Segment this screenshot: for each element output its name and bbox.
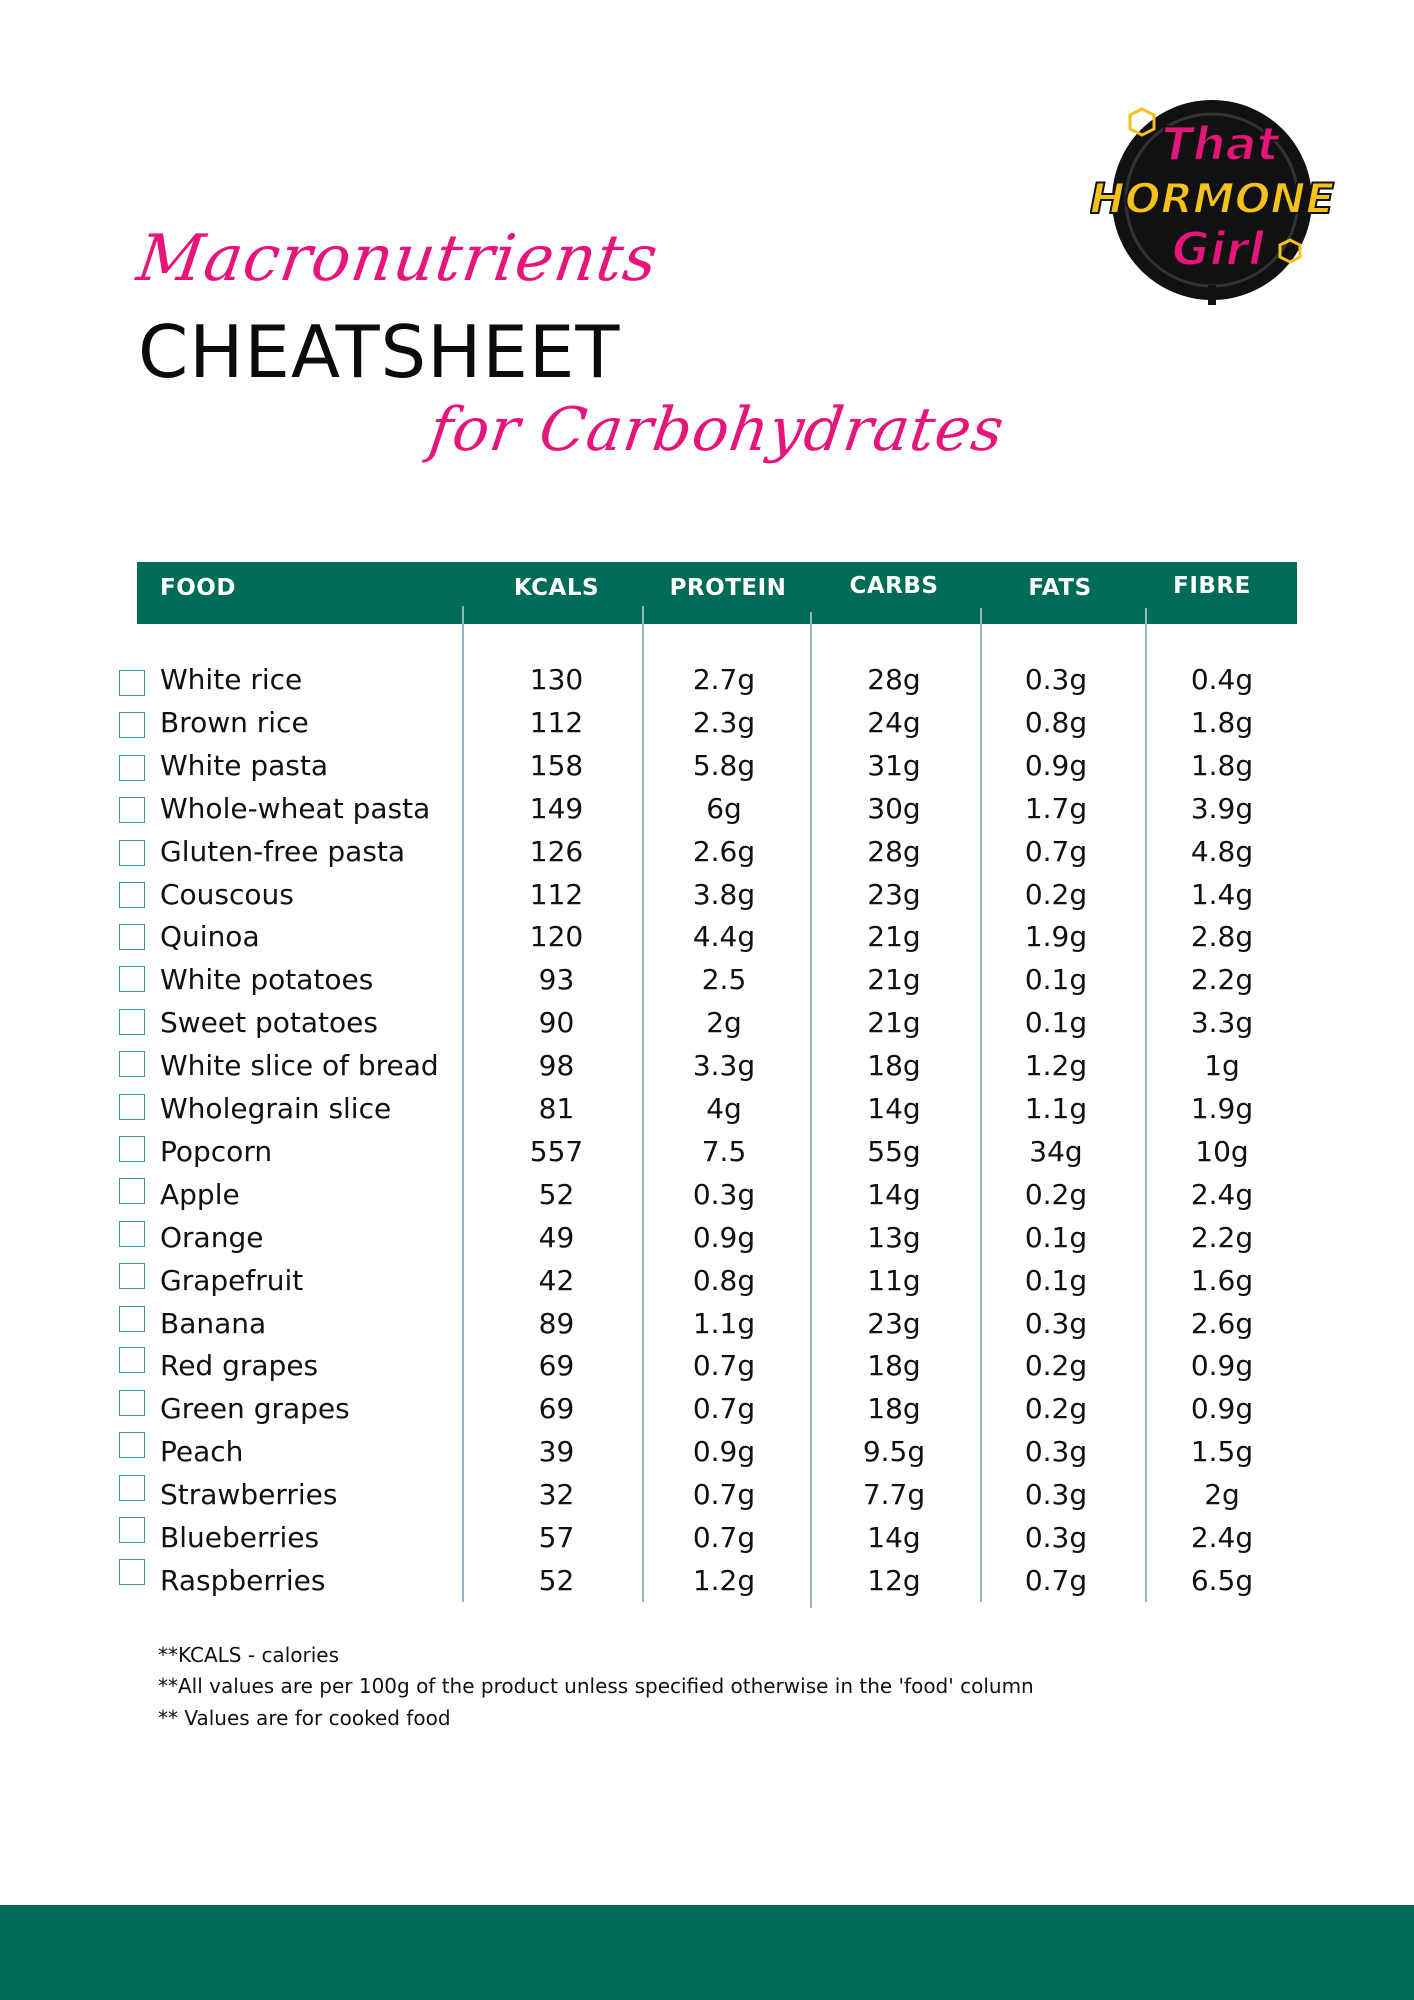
page-title: CHEATSHEET bbox=[138, 310, 621, 394]
cell-fats: 0.2g bbox=[1024, 1178, 1088, 1211]
cell-food: Peach bbox=[160, 1435, 244, 1468]
title-script-carbohydrates: for Carbohydrates bbox=[425, 395, 1009, 465]
cell-carbs: 30g bbox=[867, 792, 921, 825]
column-header-fats: FATS bbox=[1028, 575, 1092, 601]
cell-fibre: 1.8g bbox=[1190, 749, 1254, 782]
column-header-kcals: KCALS bbox=[513, 575, 600, 601]
row-checkbox[interactable] bbox=[119, 966, 145, 992]
cell-fibre: 6.5g bbox=[1190, 1564, 1254, 1597]
cell-protein: 0.9g bbox=[692, 1221, 756, 1254]
cell-protein: 0.7g bbox=[692, 1349, 756, 1382]
cell-food: White slice of bread bbox=[160, 1049, 439, 1082]
cell-carbs: 7.7g bbox=[862, 1478, 926, 1511]
cell-carbs: 21g bbox=[867, 1006, 921, 1039]
cell-kcals: 120 bbox=[529, 920, 584, 953]
cell-food: Couscous bbox=[160, 878, 294, 911]
cell-fibre: 1.8g bbox=[1190, 706, 1254, 739]
cell-carbs: 28g bbox=[867, 835, 921, 868]
cell-food: Whole-wheat pasta bbox=[160, 792, 431, 825]
row-checkbox[interactable] bbox=[119, 670, 145, 696]
table-row bbox=[0, 873, 1414, 916]
row-checkbox[interactable] bbox=[119, 1517, 145, 1543]
cell-fibre: 2.6g bbox=[1190, 1307, 1254, 1340]
table-row bbox=[0, 915, 1414, 958]
column-header-protein: PROTEIN bbox=[669, 575, 787, 601]
cell-protein: 3.3g bbox=[692, 1049, 756, 1082]
cell-fats: 1.7g bbox=[1024, 792, 1088, 825]
cell-fats: 0.8g bbox=[1024, 706, 1088, 739]
cell-protein: 0.7g bbox=[692, 1521, 756, 1554]
cell-kcals: 52 bbox=[538, 1178, 575, 1211]
table-row bbox=[0, 1001, 1414, 1044]
table-row bbox=[0, 1087, 1414, 1130]
cell-kcals: 130 bbox=[529, 663, 584, 696]
cell-fibre: 2.4g bbox=[1190, 1178, 1254, 1211]
cell-fibre: 2.4g bbox=[1190, 1521, 1254, 1554]
cell-food: Apple bbox=[160, 1178, 240, 1211]
cell-fibre: 0.4g bbox=[1190, 663, 1254, 696]
cell-fats: 1.2g bbox=[1024, 1049, 1088, 1082]
row-checkbox[interactable] bbox=[119, 1051, 145, 1077]
cell-fats: 0.9g bbox=[1024, 749, 1088, 782]
table-row bbox=[0, 1259, 1414, 1302]
cell-fibre: 3.9g bbox=[1190, 792, 1254, 825]
row-checkbox[interactable] bbox=[119, 924, 145, 950]
row-checkbox[interactable] bbox=[119, 1263, 145, 1289]
row-checkbox[interactable] bbox=[119, 1475, 145, 1501]
cell-protein: 2.3g bbox=[692, 706, 756, 739]
cell-protein: 4.4g bbox=[692, 920, 756, 953]
row-checkbox[interactable] bbox=[119, 1009, 145, 1035]
row-checkbox[interactable] bbox=[119, 1432, 145, 1458]
cell-food: Gluten-free pasta bbox=[160, 835, 406, 868]
column-header-food: FOOD bbox=[160, 575, 236, 601]
table-row bbox=[0, 1216, 1414, 1259]
cell-food: Red grapes bbox=[160, 1349, 319, 1382]
table-row bbox=[0, 1173, 1414, 1216]
cell-food: Grapefruit bbox=[160, 1264, 304, 1297]
cell-kcals: 57 bbox=[538, 1521, 575, 1554]
table-row bbox=[0, 1430, 1414, 1473]
cell-protein: 1.2g bbox=[692, 1564, 756, 1597]
cell-food: Strawberries bbox=[160, 1478, 338, 1511]
row-checkbox[interactable] bbox=[119, 1347, 145, 1373]
cell-protein: 2g bbox=[706, 1006, 742, 1039]
cell-protein: 0.8g bbox=[692, 1264, 756, 1297]
table-row bbox=[0, 1473, 1414, 1516]
cell-fats: 0.7g bbox=[1024, 1564, 1088, 1597]
table-row bbox=[0, 701, 1414, 744]
cell-carbs: 31g bbox=[867, 749, 921, 782]
cell-fats: 0.2g bbox=[1024, 1392, 1088, 1425]
cell-protein: 6g bbox=[706, 792, 742, 825]
cell-kcals: 90 bbox=[538, 1006, 575, 1039]
cell-protein: 7.5 bbox=[701, 1135, 747, 1168]
cell-food: Popcorn bbox=[160, 1135, 273, 1168]
cell-fats: 0.3g bbox=[1024, 1478, 1088, 1511]
cell-fats: 0.3g bbox=[1024, 663, 1088, 696]
cell-protein: 2.6g bbox=[692, 835, 756, 868]
cell-kcals: 126 bbox=[529, 835, 584, 868]
row-checkbox[interactable] bbox=[119, 1306, 145, 1332]
cell-kcals: 69 bbox=[538, 1349, 575, 1382]
cell-kcals: 557 bbox=[529, 1135, 584, 1168]
cell-food: White rice bbox=[160, 663, 303, 696]
cell-protein: 3.8g bbox=[692, 878, 756, 911]
cell-kcals: 112 bbox=[529, 706, 584, 739]
row-checkbox[interactable] bbox=[119, 1094, 145, 1120]
cell-carbs: 23g bbox=[867, 878, 921, 911]
cell-food: Green grapes bbox=[160, 1392, 350, 1425]
row-checkbox[interactable] bbox=[119, 1559, 145, 1585]
cell-kcals: 81 bbox=[538, 1092, 575, 1125]
cell-kcals: 52 bbox=[538, 1564, 575, 1597]
cell-fibre: 3.3g bbox=[1190, 1006, 1254, 1039]
row-checkbox[interactable] bbox=[119, 1178, 145, 1204]
cell-carbs: 18g bbox=[867, 1049, 921, 1082]
table-row bbox=[0, 830, 1414, 873]
cell-kcals: 42 bbox=[538, 1264, 575, 1297]
cell-fibre: 1.4g bbox=[1190, 878, 1254, 911]
row-checkbox[interactable] bbox=[119, 1390, 145, 1416]
cell-fibre: 1.9g bbox=[1190, 1092, 1254, 1125]
cell-fats: 0.7g bbox=[1024, 835, 1088, 868]
footnote-kcals: **KCALS - calories bbox=[158, 1643, 339, 1667]
cell-protein: 0.7g bbox=[692, 1478, 756, 1511]
logo-text-hormone: HORMONE bbox=[1090, 174, 1335, 223]
cell-protein: 0.3g bbox=[692, 1178, 756, 1211]
cell-kcals: 98 bbox=[538, 1049, 575, 1082]
footer-band bbox=[0, 1905, 1414, 2000]
column-header-carbs: CARBS bbox=[849, 573, 939, 599]
table-row bbox=[0, 1044, 1414, 1087]
cell-carbs: 23g bbox=[867, 1307, 921, 1340]
row-checkbox[interactable] bbox=[119, 797, 145, 823]
cell-carbs: 28g bbox=[867, 663, 921, 696]
cell-kcals: 39 bbox=[538, 1435, 575, 1468]
cell-protein: 2.7g bbox=[692, 663, 756, 696]
cell-fats: 0.2g bbox=[1024, 878, 1088, 911]
cell-fibre: 10g bbox=[1195, 1135, 1249, 1168]
cell-fibre: 1.6g bbox=[1190, 1264, 1254, 1297]
cell-fats: 0.2g bbox=[1024, 1349, 1088, 1382]
cell-carbs: 14g bbox=[867, 1178, 921, 1211]
cell-fibre: 4.8g bbox=[1190, 835, 1254, 868]
column-header-fibre: FIBRE bbox=[1173, 573, 1251, 599]
cell-carbs: 13g bbox=[867, 1221, 921, 1254]
cell-food: Quinoa bbox=[160, 920, 260, 953]
cell-carbs: 18g bbox=[867, 1349, 921, 1382]
cell-carbs: 21g bbox=[867, 963, 921, 996]
cell-food: White potatoes bbox=[160, 963, 374, 996]
cell-carbs: 18g bbox=[867, 1392, 921, 1425]
table-row bbox=[0, 744, 1414, 787]
cell-fibre: 1g bbox=[1204, 1049, 1240, 1082]
cell-carbs: 14g bbox=[867, 1092, 921, 1125]
footnote-cooked: ** Values are for cooked food bbox=[158, 1706, 451, 1730]
table-row bbox=[0, 1344, 1414, 1387]
cell-protein: 0.9g bbox=[692, 1435, 756, 1468]
cell-kcals: 49 bbox=[538, 1221, 575, 1254]
cell-kcals: 89 bbox=[538, 1307, 575, 1340]
cell-food: Banana bbox=[160, 1307, 267, 1340]
cell-kcals: 158 bbox=[529, 749, 584, 782]
cell-fats: 0.1g bbox=[1024, 1221, 1088, 1254]
table-row bbox=[0, 1130, 1414, 1173]
cell-protein: 2.5 bbox=[701, 963, 747, 996]
row-checkbox[interactable] bbox=[119, 755, 145, 781]
cell-fats: 0.3g bbox=[1024, 1521, 1088, 1554]
cell-protein: 5.8g bbox=[692, 749, 756, 782]
cell-food: Raspberries bbox=[160, 1564, 326, 1597]
cell-food: Wholegrain slice bbox=[160, 1092, 392, 1125]
table-row bbox=[0, 1302, 1414, 1345]
cell-fibre: 2.8g bbox=[1190, 920, 1254, 953]
cell-kcals: 112 bbox=[529, 878, 584, 911]
cell-food: Brown rice bbox=[160, 706, 309, 739]
table-row bbox=[0, 658, 1414, 701]
cell-fats: 34g bbox=[1029, 1135, 1083, 1168]
cell-protein: 4g bbox=[706, 1092, 742, 1125]
cell-kcals: 69 bbox=[538, 1392, 575, 1425]
cell-carbs: 12g bbox=[867, 1564, 921, 1597]
cell-food: Blueberries bbox=[160, 1521, 320, 1554]
cell-kcals: 93 bbox=[538, 963, 575, 996]
cell-kcals: 32 bbox=[538, 1478, 575, 1511]
cell-protein: 1.1g bbox=[692, 1307, 756, 1340]
title-script-macronutrients: Macronutrients bbox=[132, 222, 663, 296]
table-row bbox=[0, 1516, 1414, 1559]
logo-text-girl: Girl bbox=[1172, 222, 1264, 276]
cell-food: White pasta bbox=[160, 749, 328, 782]
row-checkbox[interactable] bbox=[119, 1221, 145, 1247]
table-row bbox=[0, 1387, 1414, 1430]
cell-fats: 0.1g bbox=[1024, 1264, 1088, 1297]
cell-carbs: 9.5g bbox=[862, 1435, 926, 1468]
cell-fats: 0.3g bbox=[1024, 1307, 1088, 1340]
cell-fats: 1.1g bbox=[1024, 1092, 1088, 1125]
cell-carbs: 55g bbox=[867, 1135, 921, 1168]
cell-protein: 0.7g bbox=[692, 1392, 756, 1425]
row-checkbox[interactable] bbox=[119, 840, 145, 866]
row-checkbox[interactable] bbox=[119, 1136, 145, 1162]
cell-food: Sweet potatoes bbox=[160, 1006, 378, 1039]
cell-fats: 0.1g bbox=[1024, 1006, 1088, 1039]
cell-carbs: 21g bbox=[867, 920, 921, 953]
row-checkbox[interactable] bbox=[119, 712, 145, 738]
table-row bbox=[0, 958, 1414, 1001]
cell-fibre: 2.2g bbox=[1190, 963, 1254, 996]
cell-fats: 0.1g bbox=[1024, 963, 1088, 996]
cell-food: Orange bbox=[160, 1221, 264, 1254]
cell-fibre: 0.9g bbox=[1190, 1392, 1254, 1425]
cell-fibre: 2.2g bbox=[1190, 1221, 1254, 1254]
cell-fibre: 1.5g bbox=[1190, 1435, 1254, 1468]
cell-carbs: 24g bbox=[867, 706, 921, 739]
cell-fibre: 0.9g bbox=[1190, 1349, 1254, 1382]
table-row bbox=[0, 787, 1414, 830]
cell-fibre: 2g bbox=[1204, 1478, 1240, 1511]
cell-carbs: 11g bbox=[867, 1264, 921, 1297]
table-row bbox=[0, 1559, 1414, 1602]
row-checkbox[interactable] bbox=[119, 882, 145, 908]
logo-text-that: That bbox=[1161, 117, 1279, 171]
cell-carbs: 14g bbox=[867, 1521, 921, 1554]
footnote-per-100g: **All values are per 100g of the product unless specified otherwise in the 'food' column bbox=[158, 1674, 1034, 1698]
cell-fats: 1.9g bbox=[1024, 920, 1088, 953]
cell-kcals: 149 bbox=[529, 792, 584, 825]
cell-fats: 0.3g bbox=[1024, 1435, 1088, 1468]
